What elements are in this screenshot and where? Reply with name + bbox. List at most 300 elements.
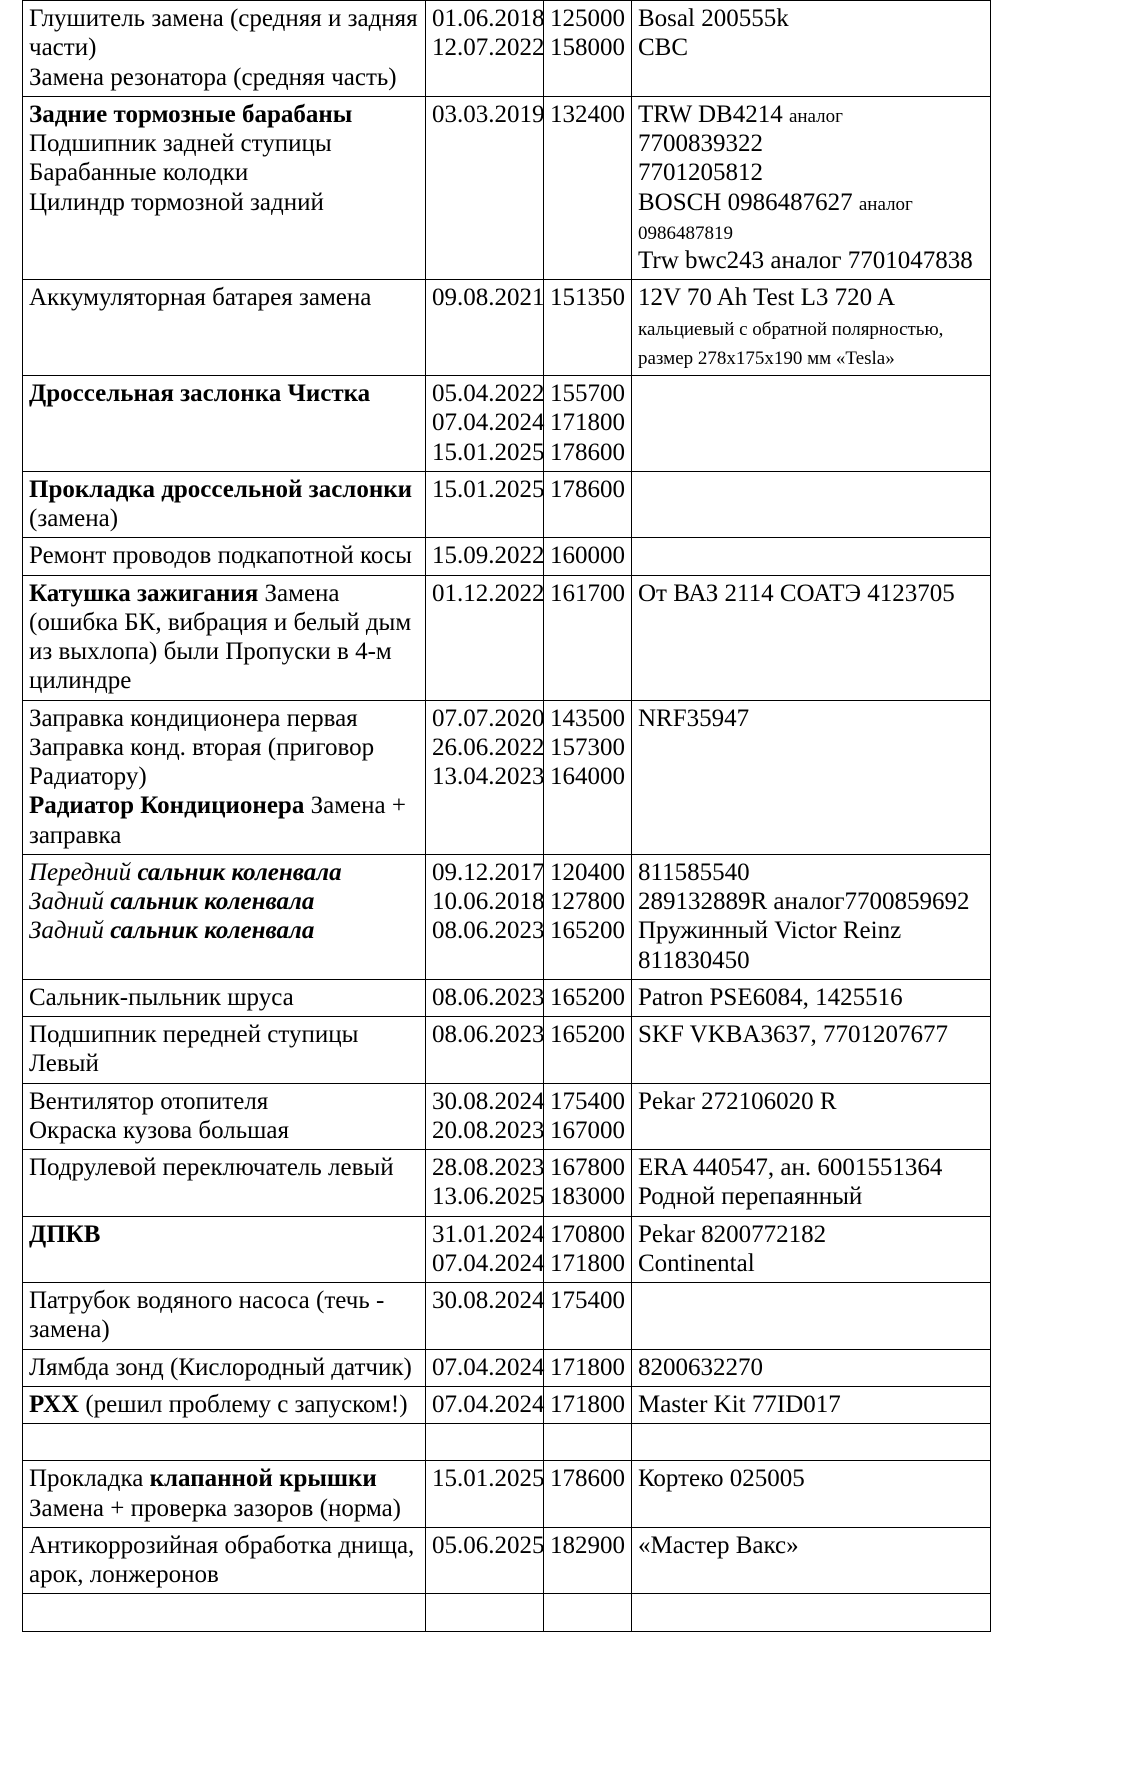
cell-work-name xyxy=(23,280,426,376)
line-text: 13.04.2023 xyxy=(432,763,545,790)
line-text: 15.01.2025 xyxy=(432,1465,545,1493)
line-text: Цилиндр тормозной задний xyxy=(29,188,324,216)
cell-line xyxy=(29,821,421,850)
line-text: 03.03.2019 xyxy=(432,100,545,128)
cell-part xyxy=(632,1017,991,1084)
cell-work-name xyxy=(23,1424,426,1461)
cell-line xyxy=(432,1531,545,1560)
line-text: 07.04.2024 xyxy=(432,1390,545,1418)
cell-work-name xyxy=(23,1386,426,1423)
cell-line xyxy=(638,1087,986,1116)
line-text: 08.06.2023 xyxy=(432,917,545,945)
cell-part xyxy=(632,1527,991,1594)
cell-line xyxy=(638,1249,986,1278)
cell-line xyxy=(638,1390,986,1419)
table-row xyxy=(23,1349,991,1386)
cell-line xyxy=(29,1049,421,1078)
cell-odometer xyxy=(544,979,632,1016)
cell-part xyxy=(632,1461,991,1528)
cell-line xyxy=(638,579,986,608)
cell-work-name xyxy=(23,376,426,472)
cell-line xyxy=(29,1560,421,1589)
cell-date xyxy=(426,1527,544,1594)
line-text: Дроссельная заслонка Чистка xyxy=(29,380,371,407)
line-text: Trw bwc243 аналог 7701047838 xyxy=(638,247,973,274)
cell-line xyxy=(550,1531,627,1560)
cell-date xyxy=(426,1386,544,1423)
line-text: 28.08.2023 xyxy=(432,1154,545,1181)
line-text: 182900 xyxy=(550,1531,625,1559)
line-text: 07.04.2024 xyxy=(432,1249,545,1277)
cell-line xyxy=(550,1020,627,1049)
line-text: 170800 xyxy=(550,1220,625,1248)
cell-line xyxy=(550,704,627,733)
cell-odometer xyxy=(544,1150,632,1217)
line-text: Лямбда зонд (Кислородный датчик) xyxy=(29,1353,412,1381)
cell-line xyxy=(638,887,986,916)
cell-line xyxy=(550,475,627,504)
cell-line xyxy=(432,1020,545,1049)
line-text: 167800 xyxy=(550,1154,625,1181)
line-text: Пружинный Victor Reinz xyxy=(638,917,902,945)
line-text: Bosal 200555k xyxy=(638,5,789,32)
cell-line xyxy=(29,1087,421,1116)
cell-odometer xyxy=(544,1349,632,1386)
cell-line xyxy=(29,1531,421,1560)
cell-line xyxy=(29,1286,421,1315)
cell-line xyxy=(29,379,421,408)
table-row xyxy=(23,280,991,376)
cell-line xyxy=(432,1390,545,1419)
line-text: Радиатору) xyxy=(29,763,147,790)
table-row xyxy=(23,1283,991,1350)
cell-odometer xyxy=(544,96,632,280)
cell-date xyxy=(426,1461,544,1528)
cell-line xyxy=(29,791,421,820)
cell-line xyxy=(29,858,421,887)
line-tail-bold-italic: сальник коленвала xyxy=(137,858,342,886)
line-text: 175400 xyxy=(550,1087,625,1115)
line-text: 171800 xyxy=(550,409,625,437)
line-text: 289132889R аналог7700859692 xyxy=(638,888,970,915)
cell-line xyxy=(550,438,627,467)
line-text: 160000 xyxy=(550,542,625,570)
cell-date xyxy=(426,1216,544,1283)
cell-date xyxy=(426,1424,544,1461)
line-text: От ВАЗ 2114 СОАТЭ 4123705 xyxy=(638,579,955,607)
cell-line xyxy=(638,1464,986,1493)
cell-line xyxy=(638,916,986,945)
cell-line xyxy=(29,1153,421,1182)
line-text: 12V 70 Ah Test L3 720 A xyxy=(638,284,896,312)
cell-line xyxy=(29,504,421,533)
line-text: 127800 xyxy=(550,888,625,915)
cell-date xyxy=(426,1594,544,1631)
line-text: Задний xyxy=(29,917,111,945)
cell-date xyxy=(426,1017,544,1084)
cell-line xyxy=(432,858,545,887)
line-text: 167000 xyxy=(550,1116,625,1144)
line-text: 171800 xyxy=(550,1390,625,1418)
line-text: цилиндре xyxy=(29,667,132,695)
cell-line xyxy=(638,1182,986,1211)
cell-line xyxy=(550,1464,627,1493)
line-text: Патрубок водяного насоса (течь - xyxy=(29,1287,385,1314)
line-text: 13.06.2025 xyxy=(432,1183,545,1211)
cell-line xyxy=(638,33,986,62)
line-text: 151350 xyxy=(550,284,625,312)
cell-odometer xyxy=(544,538,632,575)
cell-line xyxy=(638,4,986,33)
line-text: 143500 xyxy=(550,704,625,732)
cell-odometer xyxy=(544,1083,632,1150)
line-text: 155700 xyxy=(550,380,625,407)
line-text: 157300 xyxy=(550,733,625,761)
line-text: 07.07.2020 xyxy=(432,704,545,732)
cell-line xyxy=(432,1249,545,1278)
table-row xyxy=(23,1216,991,1283)
cell-line xyxy=(432,1087,545,1116)
cell-line xyxy=(29,666,421,695)
line-text: Подшипник задней ступицы xyxy=(29,130,332,157)
cell-line xyxy=(432,475,545,504)
table-row xyxy=(23,1,991,97)
cell-line xyxy=(638,1020,986,1049)
cell-line xyxy=(638,217,986,246)
line-text: 178600 xyxy=(550,1465,625,1493)
cell-line xyxy=(432,887,545,916)
cell-part xyxy=(632,1386,991,1423)
cell-work-name xyxy=(23,1461,426,1528)
line-text: замена) xyxy=(29,1316,110,1344)
cell-line xyxy=(550,1353,627,1382)
cell-line xyxy=(638,1220,986,1249)
table-row xyxy=(23,471,991,538)
line-text: Pekar 8200772182 xyxy=(638,1220,827,1248)
line-text: 07.04.2024 xyxy=(432,409,545,437)
line-text: 08.06.2023 xyxy=(432,983,545,1011)
cell-line xyxy=(638,1353,986,1382)
line-text: «Мастер Вакс» xyxy=(638,1531,799,1559)
cell-line xyxy=(432,1116,545,1145)
cell-work-name xyxy=(23,1,426,97)
line-text: 31.01.2024 xyxy=(432,1220,545,1248)
cell-line xyxy=(550,100,627,129)
line-text: TRW DB4214 xyxy=(638,100,789,128)
cell-line xyxy=(550,858,627,887)
line-text: заправка xyxy=(29,821,122,849)
table-row xyxy=(23,376,991,472)
line-text: Master Kit 77ID017 xyxy=(638,1390,841,1418)
line-text: 164000 xyxy=(550,763,625,790)
cell-odometer xyxy=(544,854,632,979)
line-text: ERA 440547, ан. 6001551364 xyxy=(638,1154,943,1181)
cell-line xyxy=(29,762,421,791)
line-text: размер 278х175х190 мм «Tesla» xyxy=(638,347,895,369)
line-text: Patron PSE6084, 1425516 xyxy=(638,983,903,1011)
line-text: Левый xyxy=(29,1050,99,1078)
cell-line xyxy=(29,158,421,187)
cell-line xyxy=(29,1464,421,1493)
line-text: 158000 xyxy=(550,34,625,62)
cell-line xyxy=(29,100,421,129)
cell-line xyxy=(29,733,421,762)
cell-part xyxy=(632,1424,991,1461)
line-text: Кортеко 025005 xyxy=(638,1465,805,1493)
cell-part xyxy=(632,700,991,854)
line-text: Pekar 272106020 R xyxy=(638,1087,837,1115)
cell-date xyxy=(426,1349,544,1386)
cell-line xyxy=(29,1116,421,1145)
cell-work-name xyxy=(23,575,426,700)
line-text: 05.06.2025 xyxy=(432,1531,545,1559)
line-text: Замена резонатора (средняя часть) xyxy=(29,63,397,91)
line-text: Ремонт проводов подкапотной косы xyxy=(29,542,412,570)
cell-odometer xyxy=(544,575,632,700)
cell-part xyxy=(632,376,991,472)
line-text: 7701205812 xyxy=(638,159,763,187)
cell-line xyxy=(29,916,421,945)
line-text: 165200 xyxy=(550,1021,625,1048)
cell-line xyxy=(29,704,421,733)
cell-line xyxy=(550,762,627,791)
cell-work-name xyxy=(23,1150,426,1217)
cell-date xyxy=(426,854,544,979)
cell-date xyxy=(426,575,544,700)
line-text: 8200632270 xyxy=(638,1353,763,1381)
cell-line xyxy=(550,33,627,62)
line-text: 7700839322 xyxy=(638,130,763,157)
cell-part xyxy=(632,96,991,280)
line-text: Заправка кондиционера первая xyxy=(29,704,358,732)
line-text: (замена) xyxy=(29,505,119,532)
line-tail: (решил проблему с запуском!) xyxy=(79,1390,408,1418)
line-text: CBC xyxy=(638,34,689,62)
cell-line xyxy=(638,983,986,1012)
line-text: Глушитель замена (средняя и задняя xyxy=(29,5,418,32)
cell-odometer xyxy=(544,700,632,854)
line-text: части) xyxy=(29,34,97,62)
cell-line xyxy=(432,579,545,608)
cell-line xyxy=(432,408,545,437)
cell-line xyxy=(432,438,545,467)
cell-line xyxy=(29,188,421,217)
line-text: Радиатор Кондиционера xyxy=(29,792,305,820)
cell-date xyxy=(426,376,544,472)
cell-work-name xyxy=(23,1083,426,1150)
cell-date xyxy=(426,96,544,280)
cell-line xyxy=(29,1353,421,1382)
cell-odometer xyxy=(544,1216,632,1283)
cell-odometer xyxy=(544,376,632,472)
cell-line xyxy=(432,733,545,762)
line-text: 10.06.2018 xyxy=(432,888,545,915)
line-text: (ошибка БК, вибрация и белый дым xyxy=(29,608,412,636)
line-text: кальциевый с обратной полярностью, xyxy=(638,318,944,340)
line-text: ДПКВ xyxy=(29,1220,101,1248)
cell-line xyxy=(638,100,986,129)
table-row xyxy=(23,979,991,1016)
line-text: Антикоррозийная обработка днища, xyxy=(29,1531,415,1559)
line-suffix-small: аналог xyxy=(788,105,843,127)
cell-line xyxy=(29,983,421,1012)
cell-line xyxy=(550,1182,627,1211)
cell-line xyxy=(432,4,545,33)
line-text: Сальник-пыльник шруса xyxy=(29,983,294,1011)
cell-part xyxy=(632,1594,991,1631)
cell-work-name xyxy=(23,1594,426,1631)
cell-work-name xyxy=(23,1283,426,1350)
line-text: Задний xyxy=(29,888,111,915)
cell-odometer xyxy=(544,1527,632,1594)
line-text: Замена + проверка зазоров (норма) xyxy=(29,1494,402,1522)
line-text: из выхлопа) были Пропуски в 4-м xyxy=(29,638,392,665)
cell-line xyxy=(638,1531,986,1560)
cell-work-name xyxy=(23,96,426,280)
cell-date xyxy=(426,1283,544,1350)
cell-line xyxy=(432,1353,545,1382)
cell-odometer xyxy=(544,1,632,97)
cell-part xyxy=(632,1349,991,1386)
cell-odometer xyxy=(544,1461,632,1528)
cell-part xyxy=(632,1216,991,1283)
line-tail: Замена + xyxy=(304,792,406,820)
cell-line xyxy=(550,4,627,33)
cell-line xyxy=(550,1220,627,1249)
line-text: Катушка зажигания xyxy=(29,579,259,607)
line-text: арок, лонжеронов xyxy=(29,1561,219,1588)
cell-odometer xyxy=(544,1283,632,1350)
line-tail-bold-italic: сальник коленвала xyxy=(110,917,315,945)
cell-line xyxy=(638,129,986,158)
line-text: 171800 xyxy=(550,1353,625,1381)
line-text: Родной перепаянный xyxy=(638,1183,863,1211)
line-text: 15.01.2025 xyxy=(432,438,545,466)
cell-line xyxy=(638,858,986,887)
cell-part xyxy=(632,1,991,97)
cell-date xyxy=(426,471,544,538)
line-text: 175400 xyxy=(550,1287,625,1314)
cell-line xyxy=(432,541,545,570)
line-text: 165200 xyxy=(550,983,625,1011)
line-text: 05.04.2022 xyxy=(432,380,545,407)
line-text: 01.06.2018 xyxy=(432,5,545,32)
line-text: 12.07.2022 xyxy=(432,34,545,62)
cell-line xyxy=(638,946,986,975)
cell-part xyxy=(632,1150,991,1217)
line-text: Подрулевой переключатель левый xyxy=(29,1154,394,1181)
table-row xyxy=(23,1386,991,1423)
line-text: 09.12.2017 xyxy=(432,858,545,886)
cell-date xyxy=(426,1083,544,1150)
cell-part xyxy=(632,471,991,538)
cell-line xyxy=(550,916,627,945)
cell-line xyxy=(638,704,986,733)
line-text: NRF35947 xyxy=(638,704,750,732)
cell-line xyxy=(550,283,627,312)
cell-line xyxy=(550,1249,627,1278)
cell-line xyxy=(29,1494,421,1523)
cell-part xyxy=(632,538,991,575)
line-text: Заправка конд. вторая (приговор xyxy=(29,733,375,761)
cell-line xyxy=(550,887,627,916)
cell-line xyxy=(432,100,545,129)
cell-line xyxy=(550,1286,627,1315)
cell-work-name xyxy=(23,1017,426,1084)
cell-part xyxy=(632,854,991,979)
cell-work-name xyxy=(23,1216,426,1283)
cell-date xyxy=(426,700,544,854)
line-text: 811830450 xyxy=(638,946,750,974)
cell-part xyxy=(632,280,991,376)
cell-line xyxy=(550,1087,627,1116)
line-text: 30.08.2024 xyxy=(432,1087,545,1115)
line-text: Задние тормозные барабаны xyxy=(29,100,353,128)
cell-line xyxy=(432,762,545,791)
table-row xyxy=(23,854,991,979)
table-row xyxy=(23,538,991,575)
cell-line xyxy=(638,188,986,217)
line-text: 30.08.2024 xyxy=(432,1287,545,1314)
cell-line xyxy=(432,1220,545,1249)
cell-part xyxy=(632,979,991,1016)
table-row xyxy=(23,700,991,854)
line-tail-bold-italic: сальник коленвала xyxy=(110,888,315,915)
cell-odometer xyxy=(544,280,632,376)
line-text: 178600 xyxy=(550,475,625,503)
cell-line xyxy=(432,916,545,945)
line-text: Передний xyxy=(29,858,138,886)
line-text: Прокладка дроссельной заслонки xyxy=(29,475,413,503)
line-text: Вентилятор отопителя xyxy=(29,1087,269,1115)
cell-line xyxy=(29,637,421,666)
line-text: 165200 xyxy=(550,917,625,945)
cell-work-name xyxy=(23,854,426,979)
line-text: 0986487819 xyxy=(638,222,733,244)
line-text: 171800 xyxy=(550,1249,625,1277)
cell-line xyxy=(29,1390,421,1419)
line-text: Барабанные колодки xyxy=(29,159,249,187)
cell-line xyxy=(550,983,627,1012)
line-text: 15.01.2025 xyxy=(432,475,545,503)
line-text: 01.12.2022 xyxy=(432,579,545,607)
table-row xyxy=(23,1424,991,1461)
cell-part xyxy=(632,1283,991,1350)
cell-odometer xyxy=(544,1017,632,1084)
line-text: 20.08.2023 xyxy=(432,1116,545,1144)
cell-line xyxy=(638,1153,986,1182)
cell-odometer xyxy=(544,471,632,538)
cell-line xyxy=(638,342,986,371)
cell-line xyxy=(29,4,421,33)
line-tail: Замена xyxy=(258,579,340,607)
cell-date xyxy=(426,1,544,97)
cell-line xyxy=(638,158,986,187)
cell-work-name xyxy=(23,471,426,538)
cell-line xyxy=(29,887,421,916)
cell-line xyxy=(29,1020,421,1049)
line-text: Подшипник передней ступицы xyxy=(29,1021,359,1048)
table-row xyxy=(23,1594,991,1631)
cell-line xyxy=(432,704,545,733)
cell-line xyxy=(638,246,986,275)
cell-line xyxy=(29,283,421,312)
cell-line xyxy=(550,1390,627,1419)
cell-line xyxy=(638,313,986,342)
line-text: 132400 xyxy=(550,100,625,128)
cell-work-name xyxy=(23,1349,426,1386)
cell-work-name xyxy=(23,979,426,1016)
